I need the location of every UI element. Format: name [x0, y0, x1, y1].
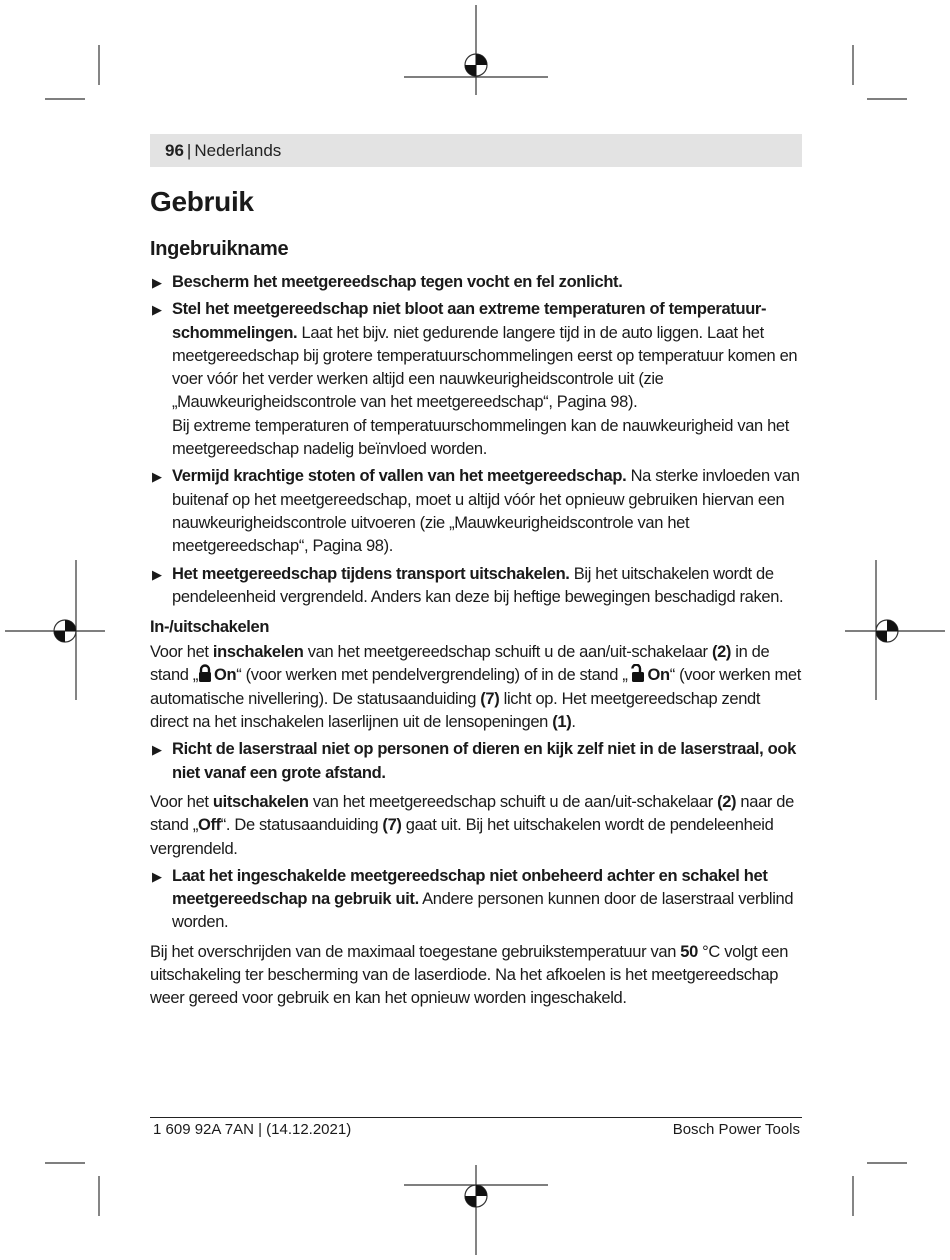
warning-list [150, 738, 802, 785]
paragraph-switch-off: Voor het uitschakelen van het meetgereedschap schuift u de aan/uit-schakelaar (2) naar de stand „Off“. De statusaanduiding (7) gaat uit. Bij het uitschakelen wordt de pendeleenheid vergrendeld. [150, 792, 794, 858]
warning-bold: Vermijd krachtige stoten of vallen van het meetgereedschap. [172, 467, 627, 486]
warning-bold: Stel het meetgereedschap niet bloot aan extreme temperaturen of temperatuurschommelingen. [172, 300, 767, 342]
header-language: Nederlands [194, 141, 282, 160]
warning-extra-text: Bij extreme temperaturen of temperatuurschommelingen kan de nauwkeurigheid van het meetgereedschap nadelig beïnvloed worden. [172, 416, 789, 459]
header-separator: | [186, 141, 192, 160]
triangle-right-icon: ▶ [152, 302, 162, 318]
warning-bold: Richt de laserstraal niet op personen of dieren en kijk zelf niet in de laserstraal, ook niet vanaf een grote afstand. [172, 740, 796, 782]
padlock-open-icon [628, 664, 646, 683]
warning-text: Laat het bijv. niet gedurende langere tijd in de auto liggen. Laat het meetgereedschap bij grotere temperatuurschommelingen eerst op temperatuur komen en voer vóór het verder werken altijd een nauwkeurigheidscontrole uit (zie „Mauwkeurigheidscontrole van het meetgereedschap“, Pagina 98). [172, 323, 798, 412]
footer-rule [150, 1117, 802, 1118]
warning-text: Bij het uitschakelen wordt de pendeleenheid vergrendeld. Anders kan deze bij heftige bewegingen beschadigd raken. [172, 564, 784, 606]
warning-bold: Bescherm het meetgereedschap tegen vocht en fel zonlicht. [172, 273, 623, 291]
page-number: 96 [165, 141, 184, 160]
warning-bold: Laat het ingeschakelde meetgereedschap niet onbeheerd achter en schakel het meetgereedschap na gebruik uit. [172, 866, 768, 909]
triangle-right-icon: ▶ [152, 868, 162, 884]
triangle-right-icon: ▶ [152, 275, 162, 290]
warning-item [150, 865, 802, 935]
footer-brand: Bosch Power Tools [672, 1121, 800, 1138]
triangle-right-icon: ▶ [152, 742, 162, 758]
padlock-closed-icon [198, 664, 212, 683]
triangle-right-icon: ▶ [152, 566, 162, 582]
paragraph-switch-on: Voor het inschakelen van het meetgereedschap schuift u de aan/uit-schakelaar (2) in de stand „ On“ (voor werken met pendelvergrendeling) of in de stand „ On“ (voor werken met automatische nivellering). De statusaanduiding (7) licht op. Het meetgereedschap zendt direct na het inschakelen laserlijnen uit de lensopeningen (1). [150, 643, 801, 732]
section-heading-in-uitschakelen: In-/uitschakelen [150, 618, 270, 637]
page-header [150, 134, 802, 167]
warning-item [150, 465, 802, 558]
main-content [150, 183, 802, 1015]
warning-item [150, 271, 802, 294]
warning-text: Na sterke invloeden van buitenaf op het meetgereedschap, moet u altijd vóór het opnieuw gebruiken hiervan een nauwkeurigheidscontrole uitvoeren (zie „Mauwkeurigheidscontrole van het meetgereedschap“, Pagina 98). [172, 467, 800, 556]
page-title: Gebruik [150, 186, 254, 217]
section-heading-ingebruikname: Ingebruikname [150, 238, 289, 260]
warning-item [150, 563, 802, 610]
triangle-right-icon: ▶ [152, 469, 162, 485]
warning-item [150, 298, 802, 461]
warning-list [150, 865, 802, 935]
warning-list [150, 271, 802, 609]
warning-bold: Het meetgereedschap tijdens transport uitschakelen. [172, 564, 570, 583]
paragraph-overheat: Bij het overschrijden van de maximaal toegestane gebruikstemperatuur van 50 °C volgt een uitschakeling ter bescherming van de laserdiode. Na het afkoelen is het meetgereedschap weer gereed voor gebruik en kan het opnieuw worden ingeschakeld. [150, 942, 789, 1008]
warning-item [150, 738, 802, 785]
footer-document-id: 1 609 92A 7AN | (14.12.2021) [153, 1121, 352, 1138]
warning-text: Andere personen kunnen door de laserstraal verblind worden. [172, 890, 794, 932]
